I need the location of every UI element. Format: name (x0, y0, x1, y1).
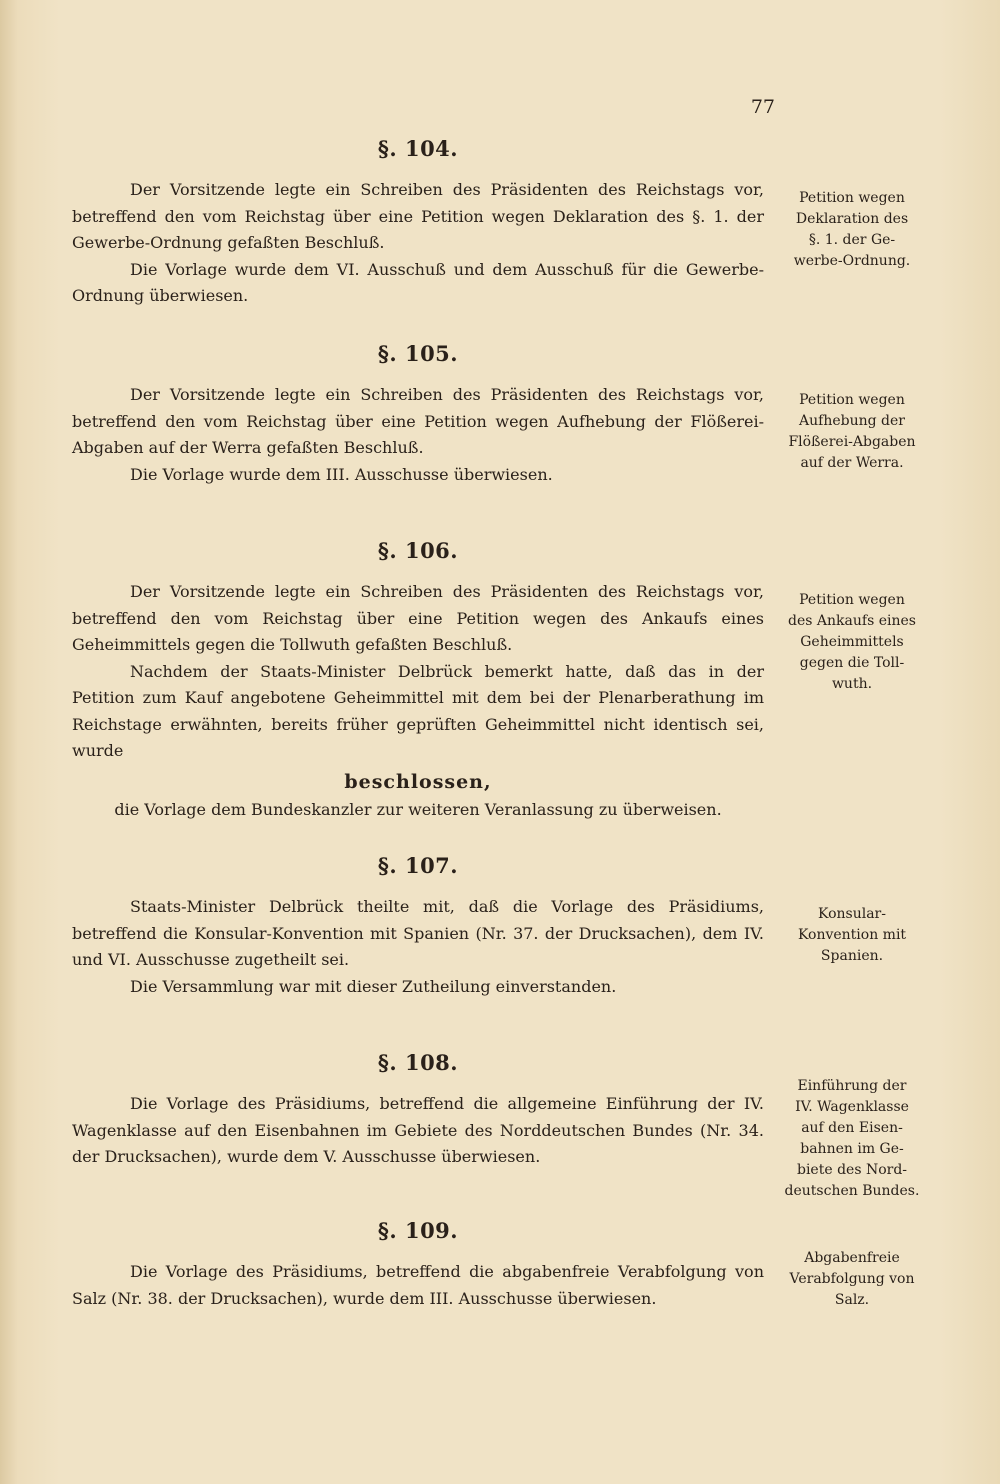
margin-note-line: Konsular- (818, 906, 886, 922)
section-108 (72, 1050, 764, 1171)
paragraph: Nachdem der Staats-Minister Delbrück bemerkt hatte, daß das in der Petition zum Kauf angebotene Geheimmittel mit dem bei der Plenarberathung im Reichstage erwähnten, bereits früher geprüften Geheimmittel nicht identisch sei, wurde (72, 661, 764, 760)
margin-note-line: Petition wegen (799, 592, 905, 608)
margin-note-line: Konvention mit (797, 927, 907, 943)
paragraph: die Vorlage dem Bundeskanzler zur weiteren Veranlassung zu überweisen. (114, 799, 722, 819)
section-heading: §. 105. (377, 341, 459, 366)
margin-note-line: Abgabenfreie (804, 1250, 900, 1266)
margin-note-line: auf den Eisen- (801, 1120, 903, 1136)
margin-note-line: des Ankaufs eines (788, 613, 916, 629)
section-heading: §. 107. (377, 853, 459, 878)
section-106 (72, 538, 764, 823)
margin-note-line: Petition wegen (799, 190, 905, 206)
margin-note-line: deutschen Bundes. (784, 1183, 920, 1199)
decision-word: beschlossen, (344, 770, 492, 793)
margin-note-line: auf der Werra. (800, 455, 904, 471)
section-heading: §. 108. (377, 1050, 459, 1075)
margin-note-line: Petition wegen (799, 392, 905, 408)
margin-note-line: Einführung der (797, 1078, 907, 1094)
margin-note-line: Spanien. (820, 948, 884, 964)
margin-note-104 (768, 188, 936, 272)
margin-note-line: Verabfolgung von (789, 1271, 915, 1287)
margin-note-107 (768, 904, 936, 967)
margin-note-line: biete des Nord- (796, 1162, 908, 1178)
margin-note-105 (768, 390, 936, 474)
margin-note-line: werbe-Ordnung. (793, 253, 911, 269)
paragraph: Die Vorlage des Präsidiums, betreffend die allgemeine Einführung der IV. Wagenklasse auf den Eisenbahnen im Gebiete des Norddeutschen Bundes (Nr. 34. der Drucksachen), wurde dem V. Ausschusse überwiesen. (72, 1094, 764, 1166)
margin-note-108 (768, 1076, 936, 1202)
margin-note-line: Geheimmittels (800, 634, 904, 650)
margin-note-line: Flößerei-Abgaben (788, 434, 916, 450)
margin-note-106 (768, 590, 936, 695)
paragraph: Die Versammlung war mit dieser Zutheilung einverstanden. (130, 976, 617, 996)
section-heading: §. 109. (377, 1218, 459, 1243)
paragraph: Der Vorsitzende legte ein Schreiben des Präsidenten des Reichstags vor, betreffend den vom Reichstag über eine Petition wegen des Ankaufs eines Geheimmittels gegen die Tollwuth gefaßten Beschluß. (72, 582, 764, 654)
paragraph: Staats-Minister Delbrück theilte mit, daß die Vorlage des Präsidiums, betreffend die Konsular-Konvention mit Spanien (Nr. 37. der Drucksachen), dem IV. und VI. Ausschusse zugetheilt sei. (72, 897, 764, 969)
section-107 (72, 853, 764, 1000)
section-104 (72, 136, 764, 310)
margin-note-line: bahnen im Ge- (800, 1141, 904, 1157)
paragraph: Die Vorlage des Präsidiums, betreffend die abgabenfreie Verabfolgung von Salz (Nr. 38. der Drucksachen), wurde dem III. Ausschusse überwiesen. (72, 1262, 764, 1308)
paragraph: Der Vorsitzende legte ein Schreiben des Präsidenten des Reichstags vor, betreffend den vom Reichstag über eine Petition wegen Deklaration des §. 1. der Gewerbe-Ordnung gefaßten Beschluß. (72, 180, 764, 252)
paragraph: Die Vorlage wurde dem III. Ausschusse überwiesen. (130, 464, 553, 484)
margin-note-line: Aufhebung der (799, 413, 905, 429)
margin-note-109 (768, 1248, 936, 1311)
section-105 (72, 341, 764, 488)
margin-note-line: Salz. (834, 1292, 870, 1308)
paragraph: Der Vorsitzende legte ein Schreiben des Präsidenten des Reichstags vor, betreffend den vom Reichstag über eine Petition wegen Aufhebung der Flößerei-Abgaben auf der Werra gefaßten Beschluß. (72, 385, 764, 457)
margin-note-line: Deklaration des (795, 211, 909, 227)
section-109 (72, 1218, 764, 1312)
page-number: 77 (750, 96, 775, 118)
margin-note-line: §. 1. der Ge- (808, 232, 896, 248)
margin-note-line: gegen die Toll- (799, 655, 905, 671)
margin-note-line: wuth. (831, 676, 873, 692)
section-heading: §. 106. (377, 538, 459, 563)
section-heading: §. 104. (377, 136, 459, 161)
margin-note-line: IV. Wagenklasse (795, 1099, 909, 1115)
paragraph: Die Vorlage wurde dem VI. Ausschuß und dem Ausschuß für die Gewerbe-Ordnung überwiesen. (72, 259, 764, 305)
